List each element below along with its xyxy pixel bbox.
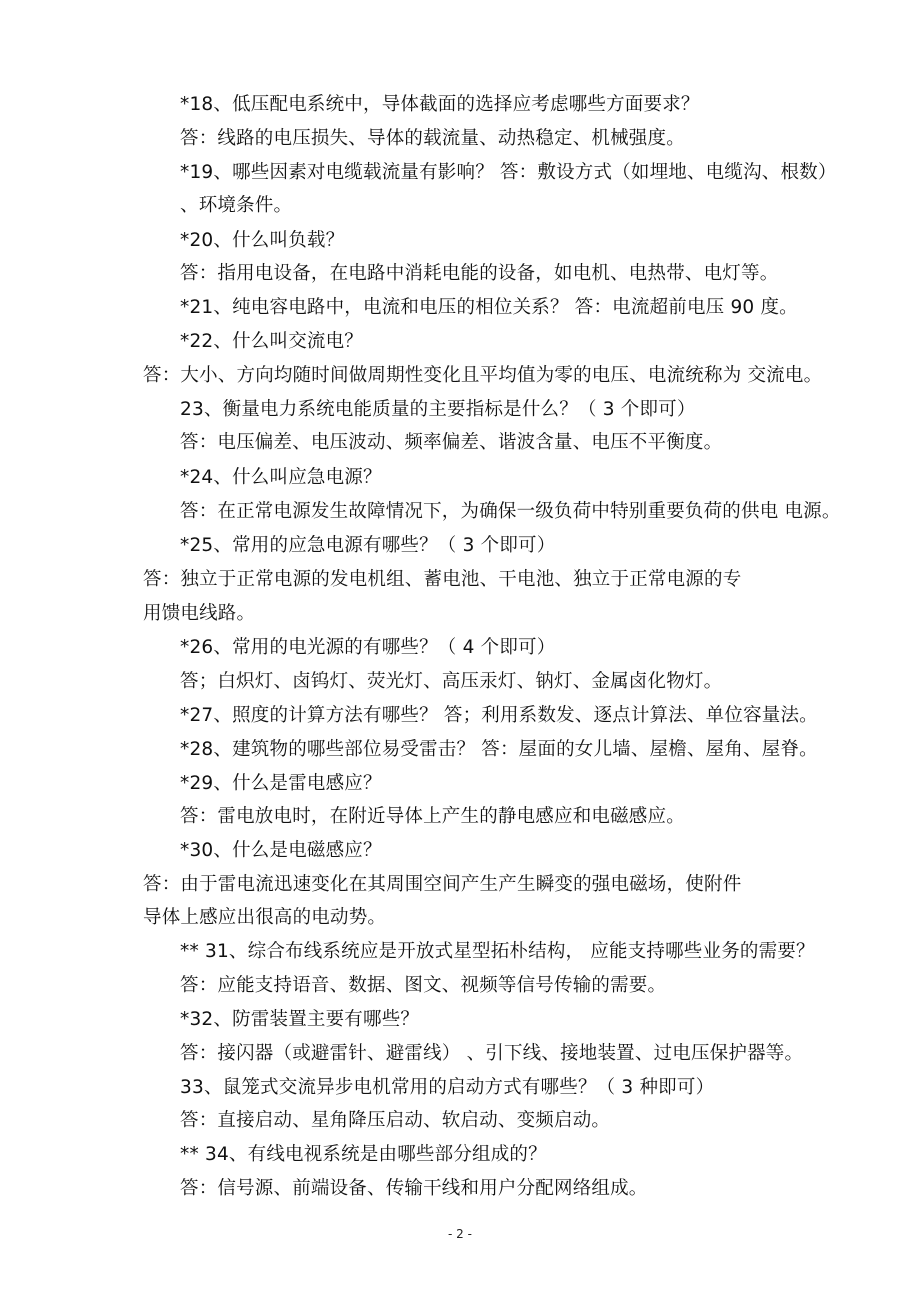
question-23: 23、衡量电力系统电能质量的主要指标是什么？（ 3 个即可） bbox=[180, 399, 696, 420]
answer-29: 答：雷电放电时，在附近导体上产生的静电感应和电磁感应。 bbox=[180, 806, 685, 827]
question-27: *27、照度的计算方法有哪些？ 答；利用系数发、逐点计算法、单位容量法。 bbox=[180, 705, 818, 726]
question-30: *30、什么是电磁感应？ bbox=[180, 840, 382, 861]
answer-31: 答：应能支持语音、数据、图文、视频等信号传输的需要。 bbox=[180, 975, 667, 996]
question-32: *32、防雷装置主要有哪些？ bbox=[180, 1009, 420, 1030]
question-31: ** 31、综合布线系统应是开放式星型拓朴结构， 应能支持哪些业务的需要？ bbox=[180, 941, 815, 962]
question-18: *18、低压配电系统中，导体截面的选择应考虑哪些方面要求？ bbox=[180, 94, 700, 115]
answer-25: 答：独立于正常电源的发电机组、蓄电池、干电池、独立于正常电源的专 bbox=[143, 569, 742, 590]
page-number: - 2 - bbox=[448, 1227, 472, 1241]
question-33: 33、鼠笼式交流异步电机常用的启动方式有哪些？（ 3 种即可） bbox=[180, 1077, 715, 1098]
answer-32: 答：接闪器（或避雷针、避雷线） 、引下线、接地装置、过电压保护器等。 bbox=[180, 1043, 804, 1064]
answer-30: 答：由于雷电流迅速变化在其周围空间产生产生瞬变的强电磁场，使附件 bbox=[143, 874, 742, 895]
question-29: *29、什么是雷电感应？ bbox=[180, 773, 382, 794]
question-22: *22、什么叫交流电？ bbox=[180, 331, 363, 352]
answer-20: 答：指用电设备，在电路中消耗电能的设备，如电机、电热带、电灯等。 bbox=[180, 263, 779, 284]
question-26: *26、常用的电光源的有哪些？（ 4 个即可） bbox=[180, 637, 556, 658]
question-25: *25、常用的应急电源有哪些？（ 3 个即可） bbox=[180, 535, 556, 556]
question-20: *20、什么叫负载？ bbox=[180, 230, 345, 251]
question-34: ** 34、有线电视系统是由哪些部分组成的？ bbox=[180, 1144, 547, 1165]
question-28: *28、建筑物的哪些部位易受雷击？ 答：屋面的女儿墙、屋檐、屋角、屋脊。 bbox=[180, 739, 818, 760]
question-19: *19、哪些因素对电缆载流量有影响？ 答：敷设方式（如埋地、电缆沟、根数） bbox=[180, 162, 837, 183]
answer-23: 答：电压偏差、电压波动、频率偏差、谐波含量、电压不平衡度。 bbox=[180, 432, 723, 453]
answer-22: 答：大小、方向均随时间做周期性变化且平均值为零的电压、电流统称为 交流电。 bbox=[143, 365, 823, 386]
answer-30-cont: 导体上感应出很高的电动势。 bbox=[143, 907, 387, 928]
answer-34: 答：信号源、前端设备、传输干线和用户分配网络组成。 bbox=[180, 1178, 648, 1199]
question-21: *21、纯电容电路中，电流和电压的相位关系？ 答：电流超前电压 90 度。 bbox=[180, 297, 798, 318]
question-24: *24、什么叫应急电源？ bbox=[180, 467, 382, 488]
answer-26: 答；白炽灯、卤钨灯、荧光灯、高压汞灯、钠灯、金属卤化物灯。 bbox=[180, 671, 723, 692]
answer-18: 答：线路的电压损失、导体的载流量、动热稳定、机械强度。 bbox=[180, 128, 685, 149]
answer-25-cont: 用馈电线路。 bbox=[143, 603, 256, 624]
answer-24: 答：在正常电源发生故障情况下，为确保一级负荷中特别重要负荷的供电 电源。 bbox=[180, 501, 841, 522]
answer-19-cont: 、环境条件。 bbox=[180, 195, 293, 216]
answer-33: 答：直接启动、星角降压启动、软启动、变频启动。 bbox=[180, 1110, 611, 1131]
